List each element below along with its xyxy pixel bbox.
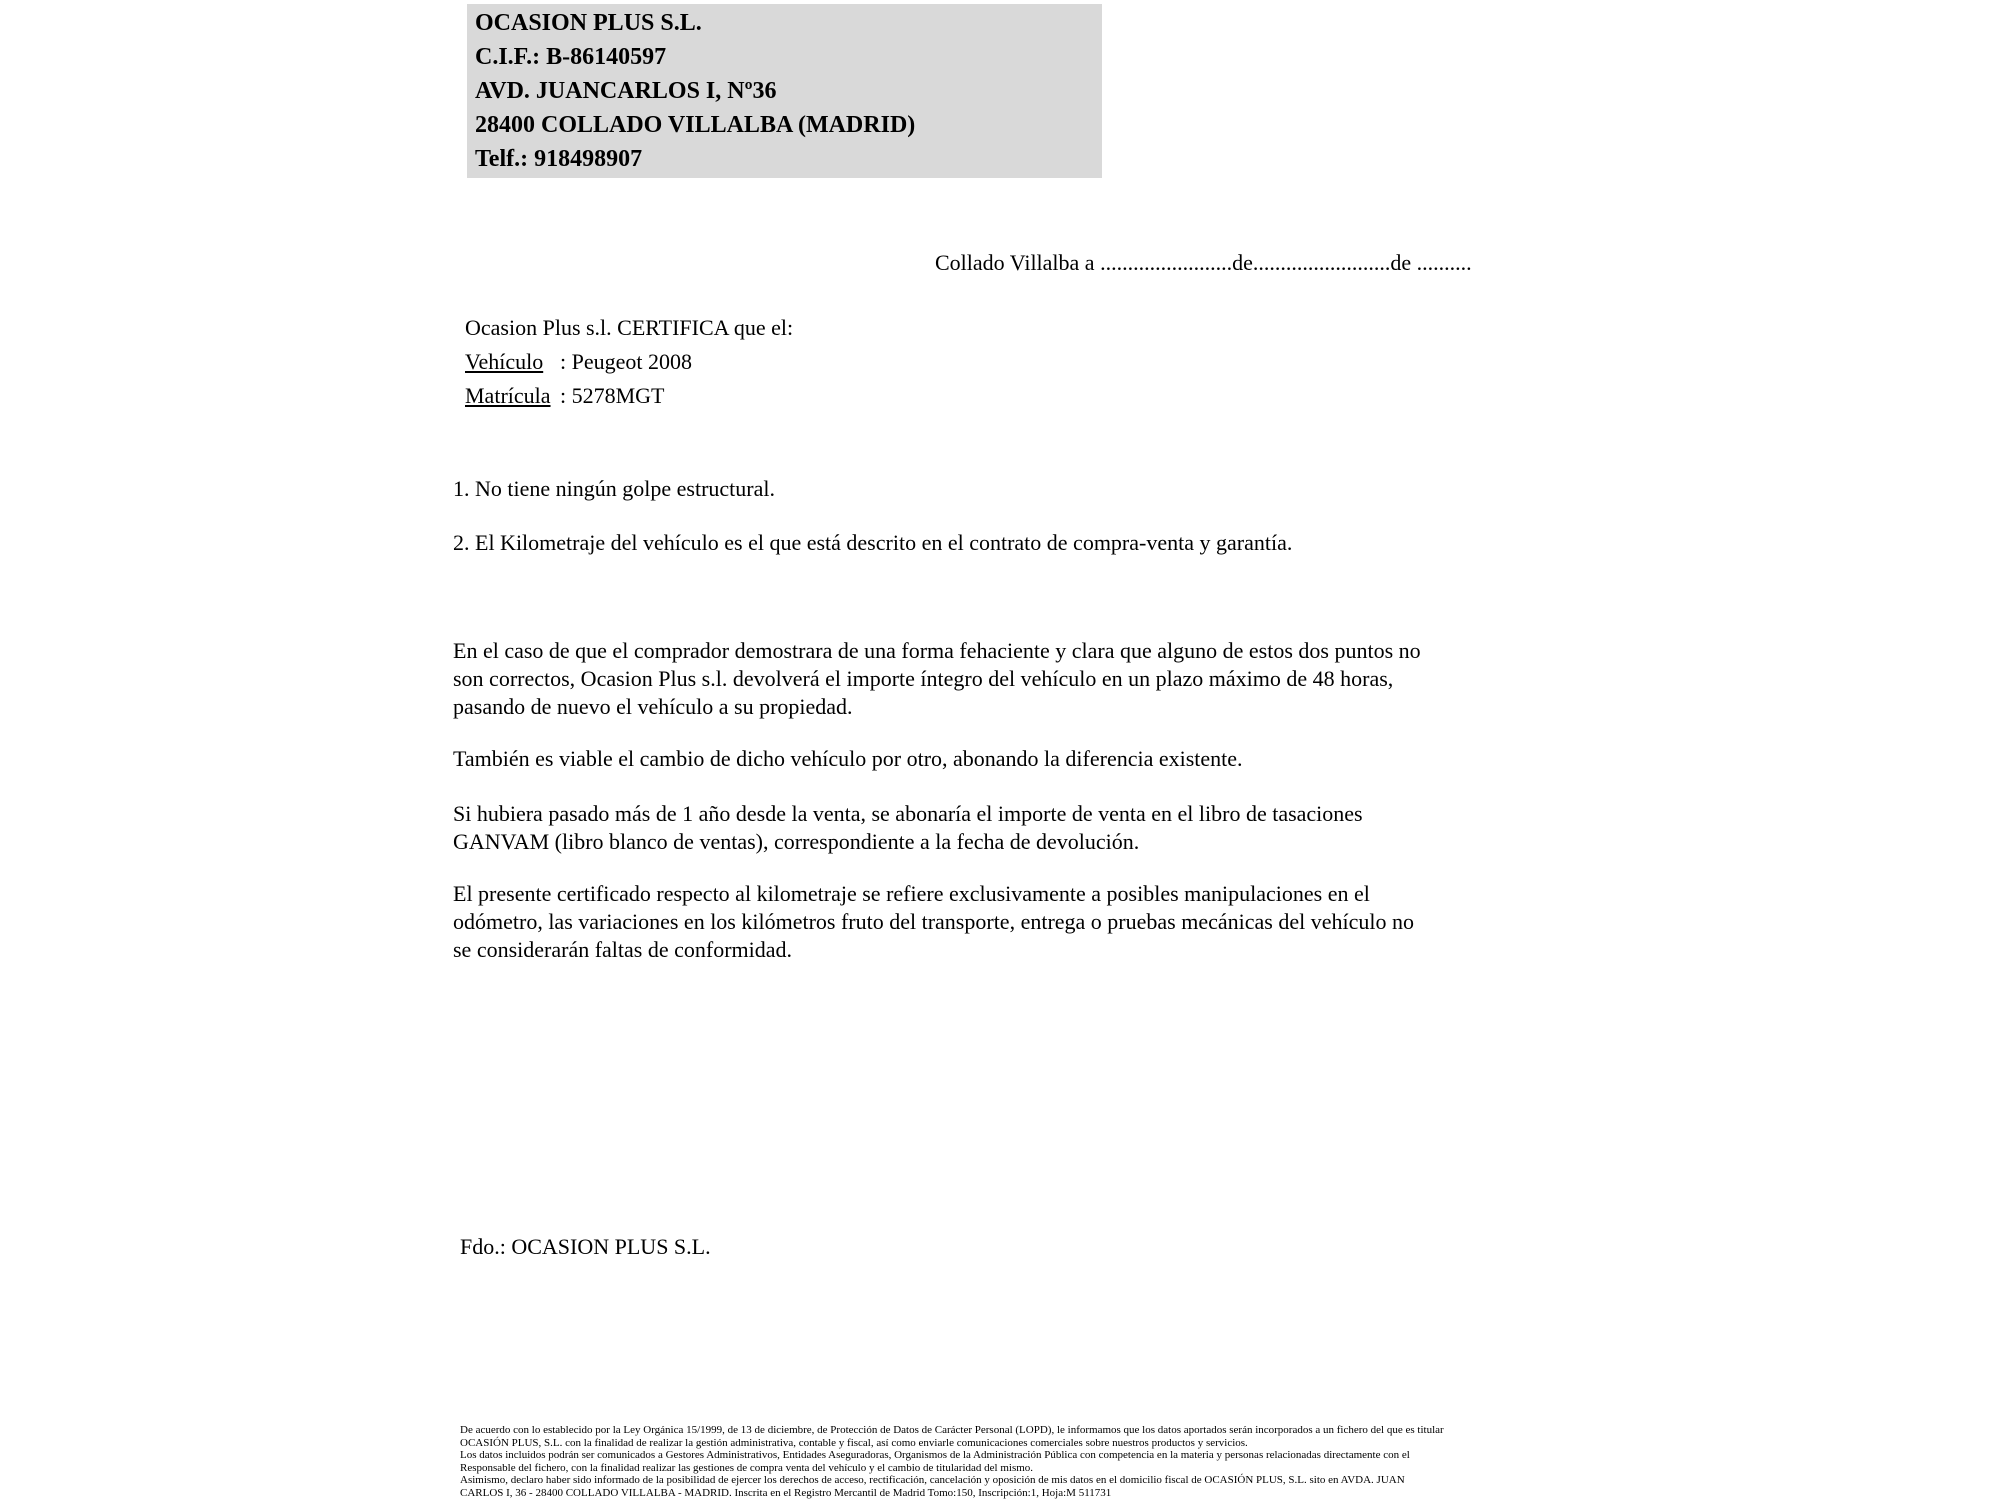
legal-footer-line: Asimismo, declaro haber sido informado de la posibilidad de ejercer los derechos de acceso, rectificación, cancelación y oposición de mis datos en el domicilio fiscal de OCASIÓN PLUS, S.L. sito en AVDA. JUAN — [460, 1474, 1405, 1486]
certified-point-1: 1. No tiene ningún golpe estructural. — [453, 476, 775, 501]
company-address: AVD. JUANCARLOS I, Nº36 — [475, 78, 777, 104]
legal-footer-line: OCASIÓN PLUS, S.L. con la finalidad de realizar la gestión administrativa, contable y fiscal, así como enviarle comunicaciones comerciales sobre nuestros productos y servicios. — [460, 1436, 1248, 1449]
place-date-line: Collado Villalba a ........................de.........................de .......... — [935, 250, 1472, 275]
paragraph-line: El presente certificado respecto al kilometraje se refiere exclusivamente a posibles manipulaciones en el — [453, 881, 1370, 906]
paragraph-exchange-option — [453, 745, 2000, 773]
plate-label: Matrícula — [465, 383, 551, 408]
paragraph-line: También es viable el cambio de dicho vehículo por otro, abonando la diferencia existente. — [453, 746, 1243, 771]
paragraph-odometer-scope — [453, 880, 2000, 964]
plate-label-box — [465, 379, 560, 413]
vehicle-label-box — [465, 345, 560, 379]
company-city: 28400 COLLADO VILLALBA (MADRID) — [475, 112, 916, 138]
paragraph-line: odómetro, las variaciones en los kilómetros fruto del transporte, entrega o pruebas mecánicas del vehículo no — [453, 909, 1414, 934]
vehicle-label: Vehículo — [465, 349, 544, 374]
certify-intro: Ocasion Plus s.l. CERTIFICA que el: — [465, 315, 794, 340]
paragraph-line: GANVAM (libro blanco de ventas), correspondiente a la fecha de devolución. — [453, 829, 1140, 854]
legal-footer-line: De acuerdo con lo establecido por la Ley Orgánica 15/1999, de 13 de diciembre, de Protección de Datos de Carácter Personal (LOPD), le informamos que los datos aportados serán incorporados a un fichero del que es titular — [460, 1424, 1444, 1436]
company-phone: Telf.: 918498907 — [475, 146, 643, 172]
paragraph-line: son correctos, Ocasion Plus s.l. devolverá el importe íntegro del vehículo en un plazo máximo de 48 horas, — [453, 666, 1394, 691]
document-page — [0, 4, 2000, 1504]
legal-footer-line: Responsable del fichero, con la finalidad realizar las gestiones de compra venta del vehículo y el cambio de titularidad del mismo. — [460, 1461, 1034, 1474]
company-header-box — [467, 4, 1102, 178]
paragraph-line: se considerarán faltas de conformidad. — [453, 937, 793, 962]
paragraph-line: Si hubiera pasado más de 1 año desde la venta, se abonaría el importe de venta en el libro de tasaciones — [453, 801, 1363, 826]
paragraph-line: pasando de nuevo el vehículo a su propiedad. — [453, 694, 853, 719]
paragraph-ganvam-valuation — [453, 800, 2000, 856]
certification-block — [465, 311, 2000, 413]
company-name: OCASION PLUS S.L. — [475, 10, 702, 36]
legal-footer-line: Los datos incluidos podrán ser comunicados a Gestores Administrativos, Entidades Aseguradoras, Organismos de la Administración Pública con competencia en la materia y personas relacionadas directamente con el — [460, 1449, 1410, 1461]
plate-value: : 5278MGT — [560, 383, 665, 408]
signature-line: Fdo.: OCASION PLUS S.L. — [460, 1234, 711, 1259]
plate-row — [465, 379, 2000, 413]
legal-footer-line: CARLOS I, 36 - 28400 COLLADO VILLALBA - MADRID. Inscrita en el Registro Mercantil de Madrid Tomo:150, Inscripción:1, Hoja:M 511731 — [460, 1486, 1112, 1499]
company-cif: C.I.F.: B-86140597 — [475, 44, 667, 70]
vehicle-value: : Peugeot 2008 — [560, 349, 692, 374]
paragraph-refund-condition — [453, 637, 2000, 721]
certified-point-2: 2. El Kilometraje del vehículo es el que está descrito en el contrato de compra-venta y garantía. — [453, 530, 1293, 555]
legal-footer — [460, 1424, 2000, 1499]
vehicle-row — [465, 345, 2000, 379]
paragraph-line: En el caso de que el comprador demostrara de una forma fehaciente y clara que alguno de estos dos puntos no — [453, 638, 1421, 663]
